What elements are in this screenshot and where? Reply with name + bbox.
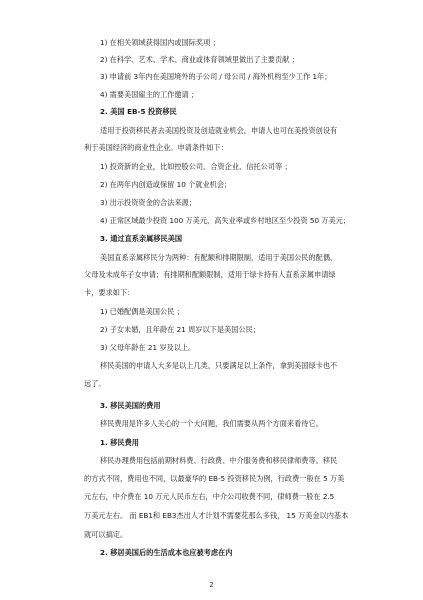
text-line: 父母及未成年子女申请；有排期和配额限制，适用于绿卡持有人直系亲属申请绿 — [84, 270, 336, 279]
text-line: 移民美国的申请人大多是以上几类，只要满足以上条件，拿到美国绿卡也不 — [100, 361, 338, 370]
section-heading: 3. 移民美国的费用 — [100, 401, 161, 410]
page-number: 2 — [209, 581, 214, 589]
text-line: 就可以搞定。 — [84, 530, 128, 539]
text-line: 利于美国经济的商业性企业。申请条件如下： — [84, 143, 228, 152]
text-line: 3) 父母年龄在 21 岁及以上。 — [100, 343, 196, 352]
text-line: 移民办理费用包括前期材料费、行政费、中介服务费和移民律师费等。移民 — [100, 456, 338, 465]
section-heading: 3. 通过直系亲属移民美国 — [100, 234, 183, 243]
text-line: 远了。 — [84, 379, 106, 388]
text-line: 适用于投资移民者去美国投资及创造就业机会，申请人也可在美投资创设有 — [100, 126, 338, 135]
section-heading: 2. 美国 EB-5 投资移民 — [100, 107, 177, 116]
text-line: 美国直系亲属移民分为两种：有配额和排期限制，适用于美国公民的配偶、 — [100, 253, 338, 262]
text-line: 2) 在科学、艺术、学术、商业或体育领域里做出了主要贡献 ； — [100, 55, 299, 64]
text-line: 3) 出示投资资金的合法来源； — [100, 198, 196, 207]
text-line: 4) 正常区域最少投资 100 万美元，高失业率或乡村地区至少投资 50 万美元； — [100, 216, 351, 225]
section-heading: 2. 移居美国后的生活成本也应被考虑在内 — [100, 548, 233, 557]
text-line: 卡，要求如下： — [84, 288, 135, 297]
text-line: 的方式不同，费用也不同，以最豪华的 EB-5 投资移民为例，行政费一般在 5 万美 — [84, 474, 345, 483]
text-line: 1) 已婚配偶是美国公民 ； — [100, 307, 184, 316]
text-line: 3) 申请前 3年内在美国境外的子公司 / 母公司 / 海外机构至少工作 1年； — [100, 72, 332, 81]
text-line: 4) 需要美国雇主的工作邀请 ； — [100, 90, 199, 99]
section-heading: 1. 移民费用 — [100, 438, 139, 447]
text-line: 万美元左右。 而 EB1和 EB3杰出人才计划不需要花那么多钱， 15 万美金以内基本 — [84, 511, 349, 520]
text-line: 1) 投资新的企业，比如控股公司、合资企业、信托公司等 ； — [100, 162, 292, 171]
text-line: 2) 在两年内创造或保留 10 个就业机会； — [100, 180, 232, 189]
text-line: 元左右，中介费在 10 万元人民币左右，中介公司收费不同，律师费一般在 2.5 — [84, 492, 335, 501]
text-line: 移民费用是许多人关心的一个大问题，我们需要从两个方面来看待它。 — [100, 419, 323, 428]
text-line: 2) 子女未婚，且年龄在 21 周岁以下是美国公民； — [100, 325, 260, 334]
text-line: 1) 在相关领域获得国内或国际奖项 ； — [100, 38, 220, 47]
